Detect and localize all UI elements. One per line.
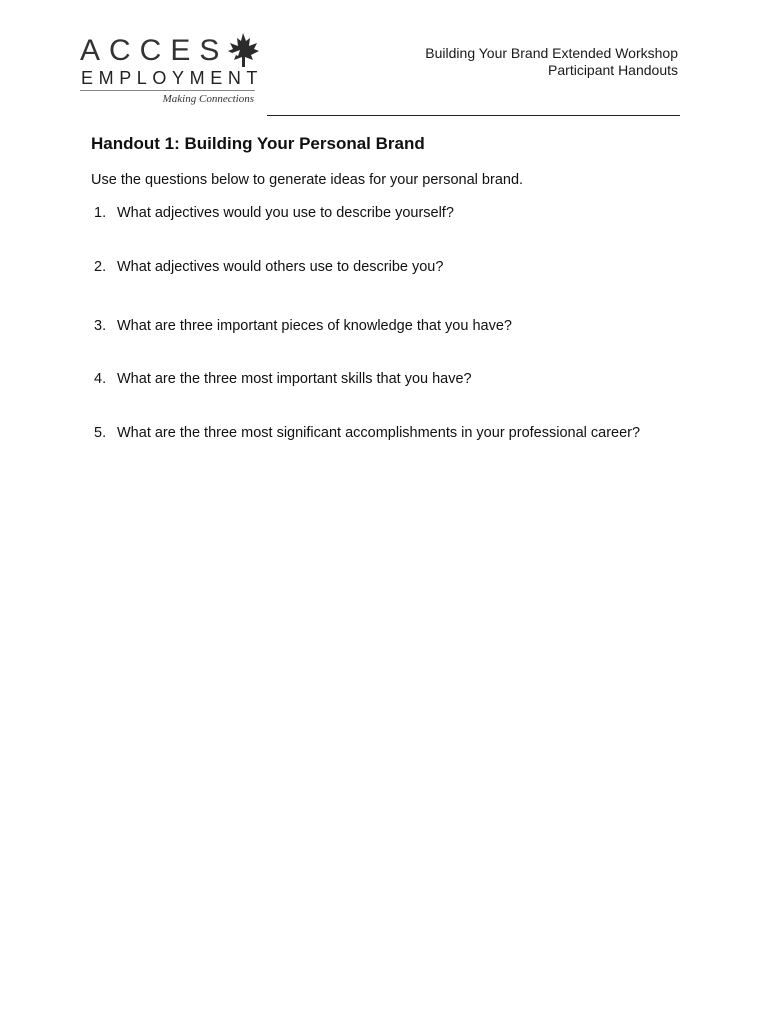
document-header: [425, 45, 678, 79]
logo-tagline: Making Connections: [162, 93, 254, 105]
question-text: What adjectives would you use to describe yourself?: [117, 205, 454, 221]
question-text: What are the three most important skills that you have?: [117, 371, 472, 387]
question-item: [94, 259, 443, 275]
handout-title: Handout 1: Building Your Personal Brand: [91, 134, 425, 153]
header-workshop-title: Building Your Brand Extended Workshop: [425, 45, 678, 61]
logo-wordmark: ACCES: [80, 34, 229, 67]
header-subtitle: Participant Handouts: [548, 62, 678, 78]
question-item: [94, 371, 472, 387]
question-item: [94, 425, 640, 441]
question-number: 3.: [94, 318, 107, 334]
maple-leaf-icon: [226, 32, 260, 68]
logo-divider: [80, 90, 255, 91]
acces-employment-logo: [80, 34, 264, 108]
question-item: [94, 205, 454, 221]
question-number: 4.: [94, 371, 107, 387]
question-text: What are the three most significant accomplishments in your professional career?: [117, 425, 641, 441]
question-number: 1.: [94, 205, 107, 221]
question-number: 5.: [94, 425, 107, 441]
question-item: [94, 318, 512, 334]
question-number: 2.: [94, 259, 107, 275]
question-text: What are three important pieces of knowledge that you have?: [117, 318, 512, 334]
header-divider: [267, 115, 680, 116]
question-text: What adjectives would others use to describe you?: [117, 259, 444, 275]
logo-subline: EMPLOYMENT: [81, 68, 264, 88]
handout-intro: Use the questions below to generate ideas for your personal brand.: [91, 172, 524, 188]
